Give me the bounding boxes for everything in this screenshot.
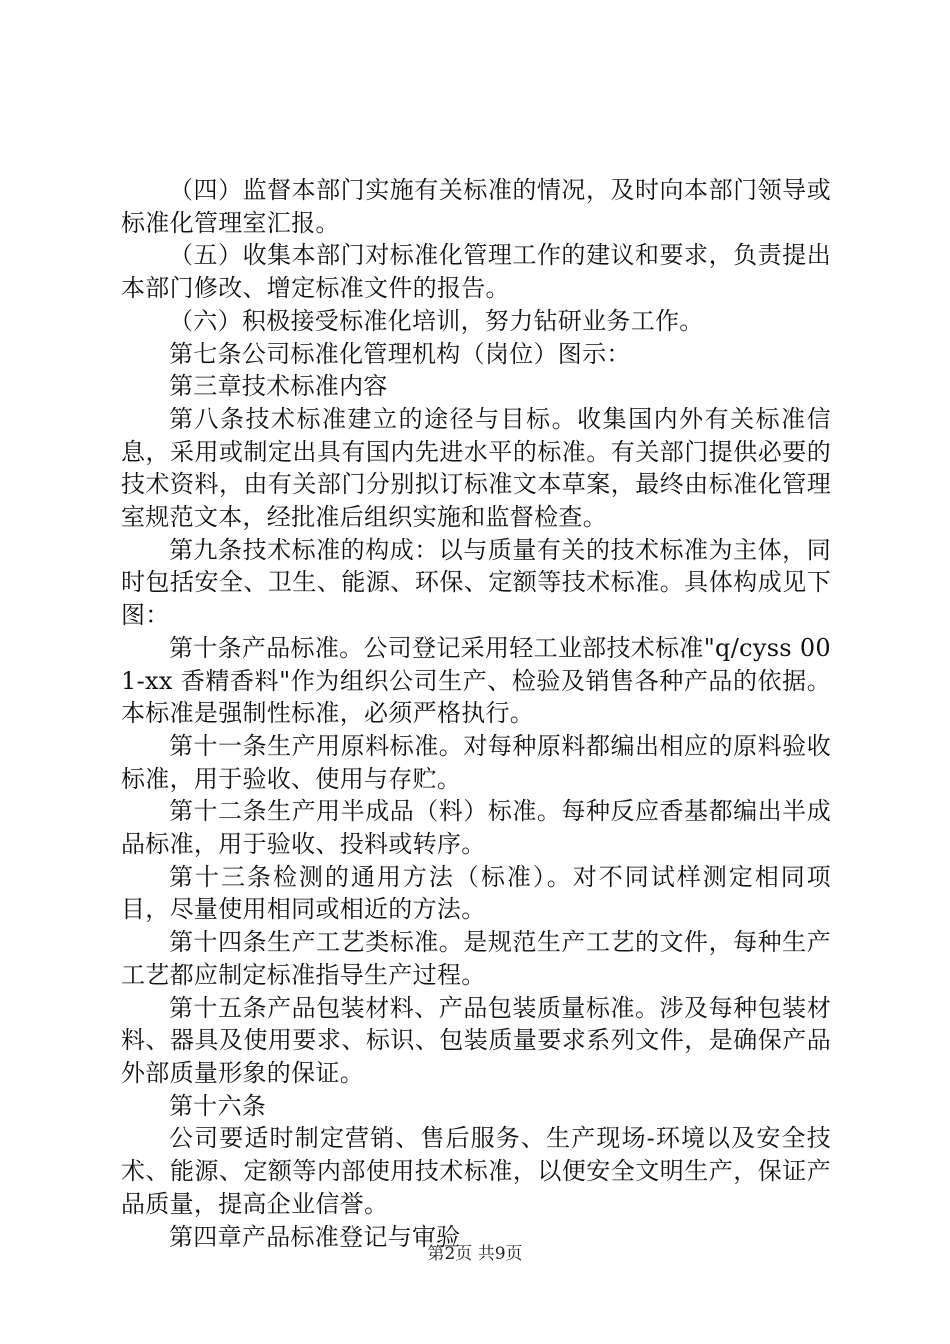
paragraph-article-11: 第十一条生产用原料标准。对每种原料都编出相应的原料验收标准，用于验收、使用与存贮。 — [121, 731, 831, 793]
chapter-heading-4: 第四章产品标准登记与审验 — [169, 1222, 461, 1251]
paragraph-article-12: 第十二条生产用半成品（料）标准。每种反应香基都编出半成品标准，用于验收、投料或转序。 — [121, 797, 831, 859]
paragraph-article-10: 第十条产品标准。公司登记采用轻工业部技术标准"q/cyss 001-xx 香精香料"作为组织公司生产、检验及销售各种产品的依据。本标准是强制性标准，必须严格执行。 — [121, 633, 831, 728]
paragraph-article-9: 第九条技术标准的构成：以与质量有关的技术标准为主体，同时包括安全、卫生、能源、环保、定额等技术标准。具体构成见下图： — [121, 535, 831, 630]
paragraph-clause-6: （六）积极接受标准化培训，努力钻研业务工作。 — [169, 306, 704, 335]
paragraph-article-8: 第八条技术标准建立的途径与目标。收集国内外有关标准信息，采用或制定出具有国内先进水平的标准。有关部门提供必要的技术资料，由有关部门分别拟订标准文本草案，最终由标准化管理室规范文本，经批准后组织实施和监督检查。 — [121, 404, 831, 532]
paragraph-article-14: 第十四条生产工艺类标准。是规范生产工艺的文件，每种生产工艺都应制定标准指导生产过程。 — [121, 928, 831, 989]
page-footer: 第2页 共9页 — [427, 1244, 523, 1264]
paragraph-clause-5: （五）收集本部门对标准化管理工作的建议和要求，负责提出本部门修改、增定标准文件的报告。 — [121, 241, 831, 303]
document-body — [121, 174, 831, 1253]
chapter-heading-3: 第三章技术标准内容 — [169, 372, 388, 401]
paragraph-article-7: 第七条公司标准化管理机构（岗位）图示： — [169, 339, 631, 368]
paragraph-clause-4: （四）监督本部门实施有关标准的情况，及时向本部门领导或标准化管理室汇报。 — [121, 176, 831, 237]
paragraph-article-16-body: 公司要适时制定营销、售后服务、生产现场-环境以及安全技术、能源、定额等内部使用技术标准，以便安全文明生产，保证产品质量，提高企业信誉。 — [121, 1124, 831, 1218]
paragraph-article-13: 第十三条检测的通用方法（标准）。对不同试样测定相同项目，尽量使用相同或相近的方法。 — [121, 862, 831, 924]
paragraph-article-16-heading: 第十六条 — [169, 1091, 267, 1120]
paragraph-article-15: 第十五条产品包装材料、产品包装质量标准。涉及每种包装材料、器具及使用要求、标识、包装质量要求系列文件，是确保产品外部质量形象的保证。 — [121, 993, 831, 1087]
